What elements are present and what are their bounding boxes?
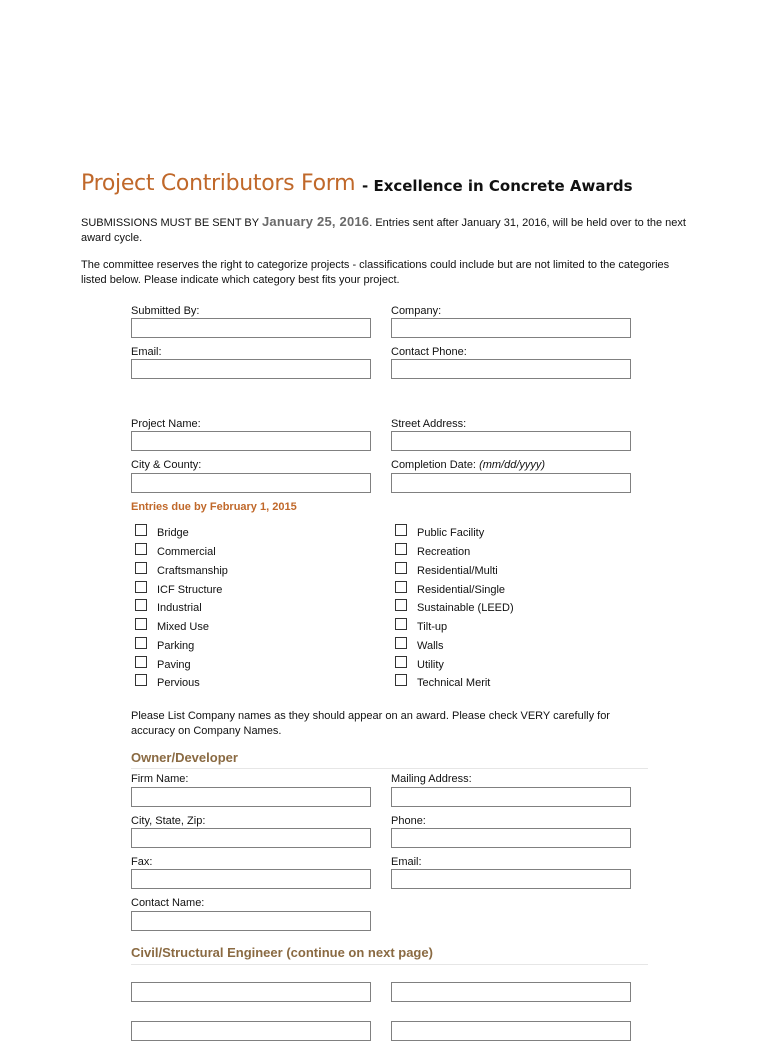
checkbox[interactable]	[395, 637, 407, 649]
checkbox[interactable]	[135, 543, 147, 555]
category-walls[interactable]	[391, 637, 514, 656]
owner-email-label: Email:	[391, 856, 422, 868]
city-state-zip-field[interactable]	[131, 828, 371, 848]
fax-field[interactable]	[131, 869, 371, 889]
category-label: Sustainable (LEED)	[417, 602, 514, 615]
submission-prefix: SUBMISSIONS MUST BE SENT BY	[81, 217, 259, 229]
email-field[interactable]	[131, 359, 371, 379]
submitted-by-label: Submitted By:	[131, 305, 200, 317]
street-address-field[interactable]	[391, 431, 631, 451]
checkbox[interactable]	[395, 618, 407, 630]
phone-label: Phone:	[391, 815, 426, 827]
checkbox[interactable]	[135, 656, 147, 668]
submitted-by-field[interactable]	[131, 318, 371, 338]
checkbox[interactable]	[135, 599, 147, 611]
category-public-facility[interactable]	[391, 524, 514, 543]
checkbox[interactable]	[395, 581, 407, 593]
category-label: Technical Merit	[417, 677, 491, 690]
category-craftsmanship[interactable]	[131, 562, 228, 581]
company-field[interactable]	[391, 318, 631, 338]
checkbox[interactable]	[395, 674, 407, 686]
entries-due-heading: Entries due by February 1, 2015	[131, 501, 297, 513]
category-residential-multi[interactable]	[391, 562, 514, 581]
checkbox[interactable]	[135, 562, 147, 574]
checkbox[interactable]	[135, 581, 147, 593]
completion-date-field[interactable]	[391, 473, 631, 493]
checkbox[interactable]	[395, 656, 407, 668]
submission-notice	[81, 214, 691, 246]
category-label: Pervious	[157, 677, 200, 690]
checkbox[interactable]	[395, 599, 407, 611]
category-label: Recreation	[417, 546, 471, 559]
form-title: Project Contributors Form	[81, 171, 356, 196]
category-label: Parking	[157, 639, 195, 652]
form-subtitle: - Excellence in Concrete Awards	[362, 177, 633, 195]
category-label: Walls	[417, 639, 444, 652]
category-residential-single[interactable]	[391, 580, 514, 599]
checkbox[interactable]	[135, 618, 147, 630]
engineer-phone-field[interactable]	[391, 1021, 631, 1041]
category-icf-structure[interactable]	[131, 580, 228, 599]
category-paving[interactable]	[131, 655, 228, 674]
checkbox[interactable]	[135, 524, 147, 536]
category-bridge[interactable]	[131, 524, 228, 543]
engineer-city-field[interactable]	[131, 1021, 371, 1041]
category-label: Tilt-up	[417, 621, 448, 634]
categories-right-list	[391, 524, 514, 693]
category-label: Paving	[157, 658, 191, 671]
firm-name-field[interactable]	[131, 787, 371, 807]
firm-name-label: Firm Name:	[131, 773, 189, 785]
email-label: Email:	[131, 346, 162, 358]
contact-name-label: Contact Name:	[131, 897, 205, 909]
category-label: Mixed Use	[157, 621, 209, 634]
engineer-heading: Civil/Structural Engineer (continue on next page)	[131, 945, 433, 960]
owner-email-field[interactable]	[391, 869, 631, 889]
category-label: Public Facility	[417, 527, 485, 540]
contact-phone-label: Contact Phone:	[391, 346, 467, 358]
street-address-label: Street Address:	[391, 418, 467, 430]
completion-date-format: (mm/dd/yyyy)	[479, 459, 546, 471]
city-county-field[interactable]	[131, 473, 371, 493]
category-label: Utility	[417, 658, 444, 671]
committee-notice: The committee reserves the right to categorize projects - classifications could include but are not limited to the categories listed below. Please indicate which category best fits your project.	[81, 259, 670, 286]
completion-date-label	[391, 459, 545, 471]
categories-left-list	[131, 524, 228, 693]
mailing-address-label: Mailing Address:	[391, 773, 472, 785]
company-label: Company:	[391, 305, 442, 317]
category-label: Commercial	[157, 546, 216, 559]
checkbox[interactable]	[395, 543, 407, 555]
category-industrial[interactable]	[131, 599, 228, 618]
project-name-field[interactable]	[131, 431, 371, 451]
category-label: ICF Structure	[157, 583, 223, 596]
city-state-zip-label: City, State, Zip:	[131, 815, 206, 827]
category-label: Craftsmanship	[157, 564, 228, 577]
checkbox[interactable]	[135, 637, 147, 649]
category-label: Bridge	[157, 527, 189, 540]
category-recreation[interactable]	[391, 543, 514, 562]
mailing-address-field[interactable]	[391, 787, 631, 807]
checkbox[interactable]	[135, 674, 147, 686]
category-commercial[interactable]	[131, 543, 228, 562]
engineer-address-field[interactable]	[391, 982, 631, 1002]
category-parking[interactable]	[131, 637, 228, 656]
completion-date-label-text: Completion Date:	[391, 459, 476, 471]
category-tilt-up[interactable]	[391, 618, 514, 637]
category-pervious[interactable]	[131, 674, 228, 693]
category-mixed-use[interactable]	[131, 618, 228, 637]
project-name-label: Project Name:	[131, 418, 201, 430]
category-label: Residential/Single	[417, 583, 506, 596]
checkbox[interactable]	[395, 524, 407, 536]
engineer-firm-field[interactable]	[131, 982, 371, 1002]
section-divider	[131, 768, 648, 769]
category-label: Industrial	[157, 602, 202, 615]
owner-developer-heading: Owner/Developer	[131, 750, 238, 765]
category-label: Residential/Multi	[417, 564, 498, 577]
category-technical-merit[interactable]	[391, 674, 514, 693]
checkbox[interactable]	[395, 562, 407, 574]
category-sustainable-leed[interactable]	[391, 599, 514, 618]
submission-deadline: January 25, 2016	[261, 214, 370, 229]
contact-phone-field[interactable]	[391, 359, 631, 379]
submission-suffix: . Entries sent after January 31, 2016, will be held over to the next award cycle.	[81, 217, 686, 244]
company-names-note: Please List Company names as they should appear on an award. Please check VERY carefully for accuracy on Company Names.	[131, 710, 610, 737]
section-divider	[131, 964, 648, 965]
category-utility[interactable]	[391, 655, 514, 674]
contact-name-field[interactable]	[131, 911, 371, 931]
fax-label: Fax:	[131, 856, 153, 868]
city-county-label: City & County:	[131, 459, 202, 471]
phone-field[interactable]	[391, 828, 631, 848]
